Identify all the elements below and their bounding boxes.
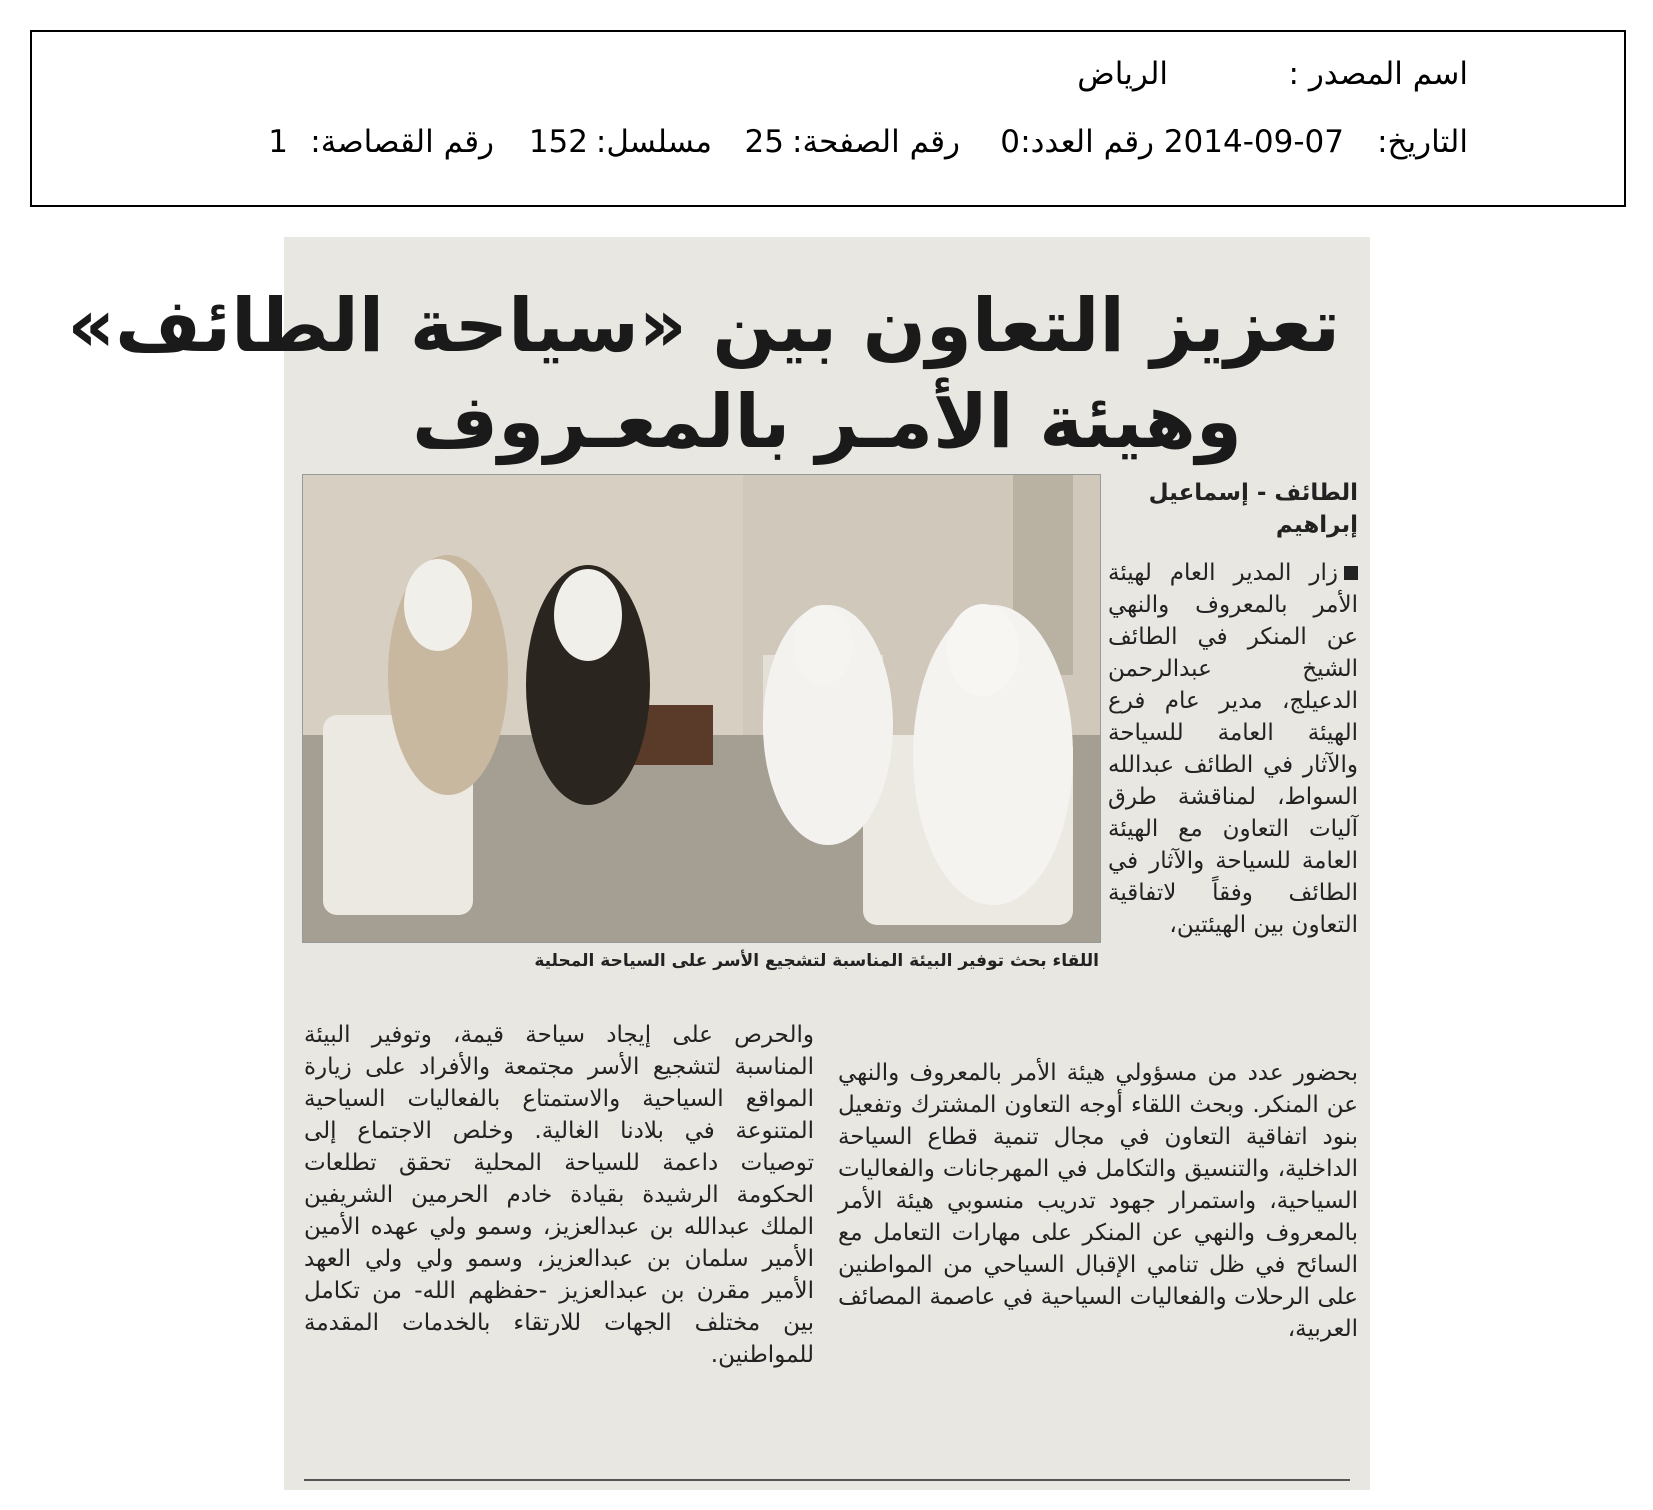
headline-line-2: وهيئة الأمـر بالمعـروف (412, 379, 1242, 465)
serial-value: 152 (528, 124, 588, 160)
clip-value: 1 (268, 124, 288, 160)
meeting-photo (302, 474, 1101, 943)
source-label: اسم المصدر : (1288, 56, 1468, 92)
body-paragraph-left: والحرص على إيجاد سياحة قيمة، وتوفير البيئة المناسبة لتشجيع الأسر مجتمعة والأفراد على زيارة المواقع السياحية والاستمتاع بالفعاليات السياحية المتنوعة في بلادنا الغالية. وخلص الاجتماع إلى توصيات داعمة للسياحة المحلية تحقق تطلعات الحكومة الرشيدة بقيادة خادم الحرمين الشريفين الملك عبدالله بن عبدالعزيز، وسمو ولي عهده الأمين الأمير سلمان بن عبدالعزيز، وسمو ولي ولي العهد الأمير مقرن بن عبدالعزيز -حفظهم الله- من تكامل بين مختلف الجهات للارتقاء بالخدمات المقدمة للمواطنين. (304, 1022, 814, 1368)
bottom-divider (304, 1479, 1350, 1481)
clip-label: رقم القصاصة: (310, 124, 494, 160)
photo-caption: اللقاء بحث توفير البيئة المناسبة لتشجيع الأسر على السياحة المحلية (534, 951, 1099, 971)
body-paragraph-right: بحضور عدد من مسؤولي هيئة الأمر بالمعروف والنهي عن المنكر. وبحث اللقاء أوجه التعاون المشترك وتفعيل بنود اتفاقية التعاون في مجال تنمية قطاع السياحة الداخلية، والتنسيق والتكامل في المهرجانات والفعاليات السياحية، واستمرار جهود تدريب منسوبي هيئة الأمر بالمعروف والنهي عن المنكر على مهارات التعامل مع السائح في ظل تنامي الإقبال السياحي من المواطنين على الرحلات والفعاليات السياحية في عاصمة المصائف العربية، (838, 1060, 1358, 1342)
date-label: التاريخ: (1377, 124, 1468, 160)
lead-paragraph (1108, 557, 1358, 941)
date-value: 2014-09-07 (1163, 124, 1344, 160)
clipping-header (30, 30, 1626, 207)
square-bullet-icon (1344, 566, 1358, 580)
issue-label: رقم العدد: (1020, 124, 1154, 160)
lead-text: زار المدير العام لهيئة الأمر بالمعروف والنهي عن المنكر في الطائف الشيخ عبدالرحمن الدعيلج، مدير عام فرع الهيئة العامة للسياحة والآثار في الطائف عبدالله السواط، لمناقشة طرق آليات التعاون مع الهيئة العامة للسياحة والآثار في الطائف وفقاً لاتفاقية التعاون بين الهيئتين، (1108, 560, 1358, 938)
serial-label: مسلسل: (595, 124, 712, 160)
source-value: الرياض (1077, 56, 1168, 92)
issue-value: 0 (1000, 124, 1020, 160)
byline: الطائف - إسماعيل إبراهيم (1148, 480, 1358, 538)
headline-line-1: تعزيز التعاون بين «سياحة الطائف» (67, 283, 1340, 369)
meeting-photo-illustration (303, 475, 1100, 942)
page-label: رقم الصفحة: (792, 124, 960, 160)
page-value: 25 (744, 124, 784, 160)
newspaper-clipping (67, 237, 1370, 1490)
